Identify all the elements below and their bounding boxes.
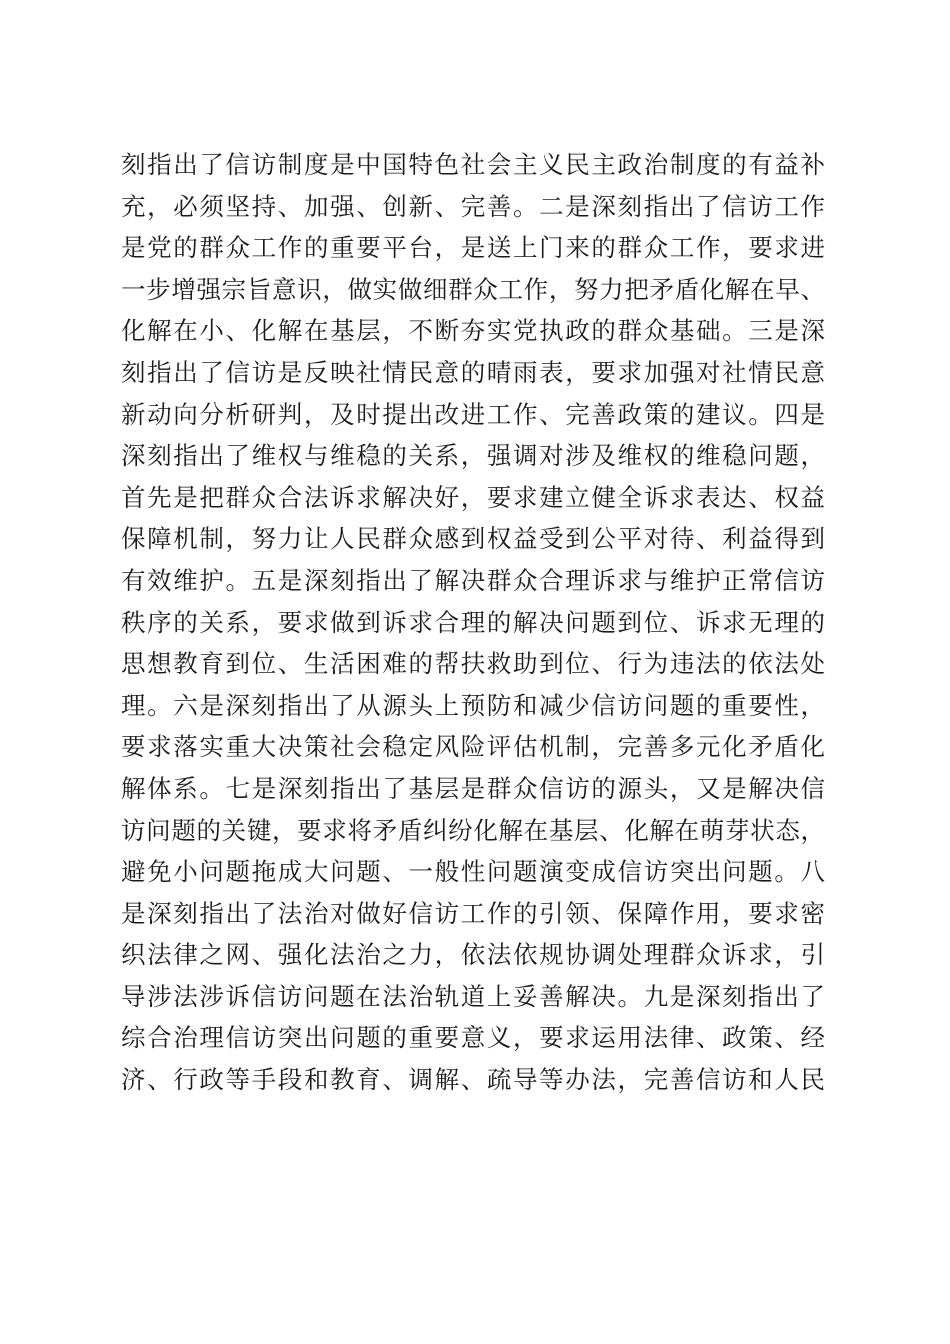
text-line: 思想教育到位、生活困难的帮扶救助到位、行为违法的依法处 xyxy=(121,649,825,679)
text-line: 充，必须坚持、加强、创新、完善。二是深刻指出了信访工作 xyxy=(121,191,825,221)
text-line: 有效维护。五是深刻指出了解决群众合理诉求与维护正常信访 xyxy=(121,565,825,595)
text-line: 解体系。七是深刻指出了基层是群众信访的源头，又是解决信 xyxy=(121,773,825,803)
text-line: 导涉法涉诉信访问题在法治轨道上妥善解决。九是深刻指出了 xyxy=(121,981,825,1011)
text-line: 要求落实重大决策社会稳定风险评估机制，完善多元化矛盾化 xyxy=(121,732,825,762)
text-line: 避免小问题拖成大问题、一般性问题演变成信访突出问题。八 xyxy=(121,857,825,887)
text-line: 是党的群众工作的重要平台，是送上门来的群众工作，要求进 xyxy=(121,233,825,263)
text-line: 是深刻指出了法治对做好信访工作的引领、保障作用，要求密 xyxy=(121,898,825,928)
text-line: 首先是把群众合法诉求解决好，要求建立健全诉求表达、权益 xyxy=(121,482,825,512)
text-line: 织法律之网、强化法治之力，依法依规协调处理群众诉求，引 xyxy=(121,940,825,970)
text-line: 刻指出了信访制度是中国特色社会主义民主政治制度的有益补 xyxy=(121,150,825,179)
text-line: 保障机制，努力让人民群众感到权益受到公平对待、利益得到 xyxy=(121,524,825,554)
text-line: 济、行政等手段和教育、调解、疏导等办法，完善信访和人民 xyxy=(121,1065,825,1095)
text-line: 深刻指出了维权与维稳的关系，强调对涉及维权的维稳问题， xyxy=(121,441,825,471)
text-line: 秩序的关系，要求做到诉求合理的解决问题到位、诉求无理的 xyxy=(121,607,825,637)
text-line: 访问题的关键，要求将矛盾纠纷化解在基层、化解在萌芽状态， xyxy=(121,815,825,845)
text-line: 新动向分析研判，及时提出改进工作、完善政策的建议。四是 xyxy=(121,399,825,429)
body-paragraph xyxy=(121,144,825,1101)
text-line: 一步增强宗旨意识，做实做细群众工作，努力把矛盾化解在早、 xyxy=(121,274,825,304)
text-line: 综合治理信访突出问题的重要意义，要求运用法律、政策、经 xyxy=(121,1023,825,1053)
text-line: 刻指出了信访是反映社情民意的晴雨表，要求加强对社情民意 xyxy=(121,357,825,387)
text-line: 理。六是深刻指出了从源头上预防和减少信访问题的重要性， xyxy=(121,690,825,720)
text-line: 化解在小、化解在基层，不断夯实党执政的群众基础。三是深 xyxy=(121,316,825,346)
